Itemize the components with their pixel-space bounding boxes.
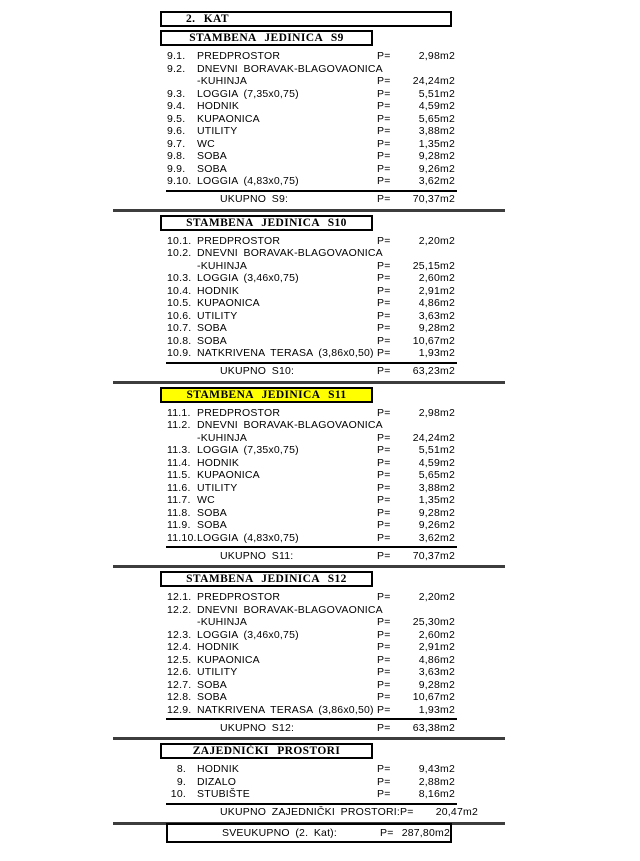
item-area-value: 24,24m2	[412, 431, 455, 444]
item-area-value: 9,26m2	[418, 162, 455, 175]
item-area-value: 4,86m2	[418, 297, 455, 309]
section-total-area-value: 70,37m2	[412, 193, 455, 205]
unit-section	[113, 30, 505, 212]
table-row	[113, 494, 455, 507]
unit-section	[113, 743, 505, 825]
item-area-value: 9,43m2	[418, 763, 455, 775]
item-area-value: 4,86m2	[418, 653, 455, 666]
section-total-area-value: 63,38m2	[412, 721, 455, 734]
section-total-area-prefix: P=	[377, 549, 391, 562]
table-row	[113, 666, 455, 679]
item-area-value: 2,88m2	[418, 775, 455, 788]
item-number: 11.1.	[167, 406, 191, 419]
table-row	[113, 75, 455, 88]
table-row	[113, 469, 455, 482]
item-number: 9.1.	[167, 50, 186, 62]
item-area-prefix: P=	[377, 531, 391, 544]
item-area-value: 9,26m2	[418, 519, 455, 531]
table-row	[113, 272, 455, 285]
item-number	[167, 432, 197, 445]
item-number: 10.3.	[167, 272, 192, 284]
section-total-label: UKUPNO S11:	[220, 549, 294, 562]
item-label: LOGGIA (4,83x0,75)	[197, 175, 299, 187]
item-area-value: 3,62m2	[418, 531, 455, 544]
item-number: 11.3.	[167, 444, 191, 456]
table-row	[113, 519, 455, 532]
table-row	[113, 457, 455, 470]
section-title: STAMBENA JEDINICA S11	[186, 388, 347, 401]
item-number: 11.7.	[167, 494, 191, 506]
item-label: -KUHINJA	[197, 259, 248, 272]
table-row	[113, 629, 455, 642]
item-area-value: 9,28m2	[418, 678, 455, 691]
item-area-prefix: P=	[377, 469, 391, 481]
item-number: 10.4.	[167, 284, 192, 297]
table-row	[113, 679, 455, 692]
item-label: -KUHINJA	[197, 431, 248, 444]
item-label: SOBA	[197, 322, 227, 334]
item-area-value: 5,65m2	[418, 112, 455, 125]
item-label: SOBA	[197, 691, 227, 703]
table-row	[113, 113, 455, 126]
section-total-area-prefix: P=	[377, 721, 391, 734]
item-label: HODNIK	[197, 100, 240, 112]
item-number: 12.2.	[167, 603, 192, 616]
item-label: PREDPROSTOR	[197, 50, 281, 62]
section-total-area-value: 70,37m2	[412, 549, 455, 562]
item-number: 8.	[176, 763, 186, 775]
item-number: 12.4.	[167, 641, 192, 653]
table-row	[113, 788, 455, 801]
section-rows	[113, 591, 505, 716]
section-total-label: UKUPNO ZAJEDNIČKI PROSTORI:	[220, 806, 400, 818]
table-row	[113, 310, 455, 323]
table-row	[113, 347, 455, 360]
item-area-prefix: P=	[377, 406, 391, 419]
item-label: -KUHINJA	[197, 75, 248, 87]
item-area-value: 2,91m2	[418, 641, 455, 653]
item-number: 9.3.	[167, 87, 186, 100]
item-area-prefix: P=	[377, 616, 391, 628]
item-area-value: 9,28m2	[418, 150, 455, 162]
table-row	[113, 150, 455, 163]
section-total-row	[113, 720, 455, 735]
item-area-prefix: P=	[377, 666, 391, 678]
item-area-value: 2,60m2	[418, 272, 455, 284]
item-number: 10.9.	[167, 347, 192, 359]
item-area-value: 4,59m2	[418, 100, 455, 112]
item-number: 10.8.	[167, 334, 192, 347]
section-title: STAMBENA JEDINICA S9	[189, 32, 344, 44]
item-label: DNEVNI BORAVAK-BLAGOVAONICA	[197, 603, 383, 616]
table-row	[113, 138, 455, 151]
item-area-value: 8,16m2	[418, 788, 455, 800]
table-row	[113, 532, 455, 545]
item-area-prefix: P=	[377, 628, 391, 641]
item-area-value: 25,15m2	[412, 259, 455, 272]
item-label: PREDPROSTOR	[197, 234, 281, 247]
item-area-prefix: P=	[377, 678, 391, 691]
item-area-prefix: P=	[377, 506, 391, 519]
item-area-prefix: P=	[377, 703, 391, 716]
table-row	[113, 175, 455, 188]
item-number: 9.9.	[167, 162, 186, 175]
table-row	[113, 285, 455, 298]
item-label: UTILITY	[197, 481, 238, 494]
item-label: HODNIK	[197, 456, 240, 469]
item-number: 9.5.	[167, 112, 186, 125]
item-area-prefix: P=	[377, 112, 391, 125]
section-divider-rule	[113, 209, 505, 212]
section-total-area-prefix: P=	[399, 806, 414, 818]
item-area-prefix: P=	[377, 50, 391, 62]
item-label: HODNIK	[197, 641, 240, 653]
section-total-row	[113, 364, 455, 379]
item-area-prefix: P=	[377, 653, 391, 666]
section-total-area-value: 63,23m2	[412, 365, 455, 377]
section-title-box	[160, 215, 373, 231]
item-area-prefix: P=	[377, 125, 391, 137]
item-label: LOGGIA (7,35x0,75)	[197, 444, 299, 456]
item-number: 9.	[176, 775, 186, 788]
item-number: 11.5.	[167, 469, 191, 481]
item-label: KUPAONICA	[197, 653, 260, 666]
area-schedule-table	[113, 11, 505, 843]
item-label: UTILITY	[197, 666, 238, 678]
table-row	[113, 163, 455, 176]
item-area-prefix	[383, 247, 397, 260]
item-label: SOBA	[197, 334, 227, 347]
item-label: UTILITY	[197, 125, 238, 137]
item-area-prefix	[383, 419, 397, 432]
section-divider-rule	[113, 737, 505, 740]
item-area-prefix	[383, 604, 397, 617]
item-number: 12.5.	[167, 653, 192, 666]
grand-total-box	[166, 823, 452, 843]
table-row	[113, 335, 455, 348]
item-number: 11.9.	[167, 519, 191, 531]
item-area-prefix: P=	[377, 75, 391, 87]
table-row	[113, 247, 455, 260]
item-label: HODNIK	[197, 763, 240, 775]
section-total-row	[113, 548, 455, 563]
item-area-value: 10,67m2	[412, 691, 455, 703]
section-rows	[113, 763, 505, 801]
item-area-prefix: P=	[377, 519, 391, 531]
item-area-value: 1,35m2	[418, 137, 455, 150]
item-label: DNEVNI BORAVAK-BLAGOVAONICA	[197, 419, 383, 431]
table-row	[113, 507, 455, 520]
item-area-value: 3,63m2	[418, 666, 455, 678]
section-total-row	[113, 192, 455, 207]
table-row	[113, 763, 455, 776]
item-number: 10.5.	[167, 297, 192, 309]
item-area-prefix	[383, 63, 397, 76]
table-row	[113, 704, 455, 717]
item-label: -KUHINJA	[197, 616, 248, 628]
item-label: STUBIŠTE	[197, 788, 250, 800]
item-label: WC	[197, 494, 215, 506]
item-label: DIZALO	[197, 775, 237, 788]
item-area-value: 3,63m2	[418, 309, 455, 322]
item-area-prefix: P=	[377, 641, 391, 653]
item-number: 9.6.	[167, 125, 186, 137]
section-divider-rule	[113, 381, 505, 384]
item-label: UTILITY	[197, 309, 238, 322]
item-area-value: 1,93m2	[418, 703, 455, 716]
section-total-label: UKUPNO S10:	[220, 365, 295, 377]
floor-title: 2. KAT	[186, 13, 229, 25]
item-number: 11.6.	[167, 481, 191, 494]
item-number: 10.	[170, 788, 186, 800]
table-row	[113, 297, 455, 310]
item-label: SOBA	[197, 150, 227, 162]
item-area-value: 3,88m2	[418, 125, 455, 137]
item-label: KUPAONICA	[197, 469, 260, 481]
item-number: 9.8.	[167, 150, 186, 162]
floor-header-box	[160, 11, 452, 27]
item-area-value	[397, 63, 461, 76]
item-area-value: 24,24m2	[412, 75, 455, 87]
item-area-prefix: P=	[377, 297, 391, 309]
section-title-box	[160, 30, 373, 46]
item-label: PREDPROSTOR	[197, 406, 281, 419]
item-area-prefix: P=	[377, 309, 391, 322]
item-label: LOGGIA (7,35x0,75)	[197, 87, 299, 100]
table-row	[113, 776, 455, 789]
table-row	[113, 322, 455, 335]
item-number: 9.7.	[167, 137, 186, 150]
item-number: 11.4.	[167, 456, 191, 469]
item-area-prefix: P=	[377, 234, 391, 247]
section-title: STAMBENA JEDINICA S10	[186, 216, 347, 229]
section-title: ZAJEDNIČKI PROSTORI	[192, 745, 341, 757]
section-total-area-prefix: P=	[377, 193, 391, 205]
item-area-value: 5,65m2	[418, 469, 455, 481]
item-area-prefix: P=	[377, 150, 391, 162]
table-row	[113, 260, 455, 273]
item-label: SOBA	[197, 506, 227, 519]
item-label: HODNIK	[197, 284, 240, 297]
item-area-prefix: P=	[377, 272, 391, 284]
grand-total-area-prefix: P=	[380, 826, 394, 839]
item-area-value: 2,98m2	[418, 50, 455, 62]
table-row	[113, 482, 455, 495]
item-number	[167, 75, 197, 88]
item-area-value: 1,93m2	[418, 347, 455, 359]
item-number: 10.2.	[167, 247, 192, 259]
item-area-prefix: P=	[377, 259, 391, 272]
table-row	[113, 591, 455, 604]
item-number: 12.6.	[167, 666, 192, 678]
item-number: 12.9.	[167, 703, 192, 716]
item-area-prefix: P=	[377, 763, 391, 775]
item-area-value: 4,59m2	[418, 456, 455, 469]
item-label: WC	[197, 137, 215, 150]
section-rows	[113, 50, 505, 188]
item-area-value: 9,28m2	[418, 322, 455, 334]
table-row	[113, 641, 455, 654]
item-label: SOBA	[197, 162, 227, 175]
table-row	[113, 419, 455, 432]
item-area-value: 2,20m2	[418, 234, 455, 247]
item-area-value: 5,51m2	[418, 444, 455, 456]
item-number: 10.1.	[167, 234, 192, 247]
item-label: LOGGIA (4,83x0,75)	[197, 531, 299, 544]
unit-section	[113, 215, 505, 384]
item-area-value	[397, 604, 461, 617]
table-row	[113, 100, 455, 113]
item-label: KUPAONICA	[197, 112, 260, 125]
item-area-prefix: P=	[377, 591, 391, 603]
item-area-value	[397, 419, 461, 432]
item-area-value: 3,88m2	[418, 481, 455, 494]
item-area-value: 2,91m2	[418, 284, 455, 297]
item-area-prefix: P=	[377, 494, 391, 506]
item-number: 11.2.	[167, 419, 191, 431]
item-area-prefix: P=	[377, 100, 391, 112]
table-row	[113, 50, 455, 63]
item-area-prefix: P=	[377, 162, 391, 175]
item-area-value: 9,28m2	[418, 506, 455, 519]
item-number: 10.6.	[167, 309, 192, 322]
item-label: SOBA	[197, 678, 227, 691]
item-number: 10.7.	[167, 322, 192, 334]
item-label: NATKRIVENA TERASA (3,86x0,50)	[197, 703, 374, 716]
table-row	[113, 235, 455, 248]
section-total-area-value: 20,47m2	[435, 806, 478, 818]
section-title-box	[160, 571, 373, 587]
item-area-value	[397, 247, 461, 260]
item-label: NATKRIVENA TERASA (3,86x0,50)	[197, 347, 374, 359]
table-row	[113, 88, 455, 101]
item-number: 9.10.	[167, 175, 192, 187]
item-area-value: 25,30m2	[412, 616, 455, 628]
item-area-value: 2,60m2	[418, 628, 455, 641]
grand-total-label: SVEUKUPNO (2. Kat):	[222, 826, 337, 839]
item-area-prefix: P=	[377, 431, 391, 444]
item-area-value: 5,51m2	[418, 87, 455, 100]
item-number: 12.1.	[167, 591, 192, 603]
unit-section	[113, 387, 505, 569]
table-row	[113, 604, 455, 617]
section-total-area-prefix: P=	[377, 365, 391, 377]
item-number: 12.8.	[167, 691, 192, 703]
section-title-box	[160, 743, 373, 759]
item-label: SOBA	[197, 519, 227, 531]
item-area-prefix: P=	[377, 322, 391, 334]
table-row	[113, 444, 455, 457]
item-area-value: 1,35m2	[418, 494, 455, 506]
section-total-row	[113, 805, 478, 820]
table-row	[113, 63, 455, 76]
table-row	[113, 432, 455, 445]
table-row	[113, 616, 455, 629]
table-row	[113, 125, 455, 138]
item-area-prefix: P=	[377, 444, 391, 456]
item-area-prefix: P=	[377, 691, 391, 703]
item-label: DNEVNI BORAVAK-BLAGOVAONICA	[197, 62, 383, 75]
section-title: STAMBENA JEDINICA S12	[186, 573, 347, 585]
item-area-prefix: P=	[377, 284, 391, 297]
item-area-prefix: P=	[377, 334, 391, 347]
item-label: LOGGIA (3,46x0,75)	[197, 628, 299, 641]
item-number: 11.8.	[167, 506, 191, 519]
item-number	[167, 260, 197, 273]
item-number: 12.3.	[167, 628, 192, 641]
table-row	[113, 654, 455, 667]
section-rows	[113, 235, 505, 360]
item-area-prefix: P=	[377, 481, 391, 494]
item-area-prefix: P=	[377, 456, 391, 469]
item-label: KUPAONICA	[197, 297, 260, 309]
item-label: PREDPROSTOR	[197, 591, 281, 603]
table-row	[113, 407, 455, 420]
item-area-prefix: P=	[377, 137, 391, 150]
item-label: LOGGIA (3,46x0,75)	[197, 272, 299, 284]
item-area-prefix: P=	[377, 347, 391, 359]
item-label: DNEVNI BORAVAK-BLAGOVAONICA	[197, 247, 383, 259]
item-area-prefix: P=	[377, 175, 391, 187]
item-number: 9.2.	[167, 62, 186, 75]
unit-section	[113, 571, 505, 740]
section-divider-rule	[113, 565, 505, 568]
item-area-prefix: P=	[377, 775, 391, 788]
item-area-value: 2,20m2	[418, 591, 455, 603]
section-total-label: UKUPNO S12:	[220, 721, 295, 734]
item-number: 9.4.	[167, 100, 186, 112]
section-total-label: UKUPNO S9:	[220, 193, 289, 205]
item-number: 12.7.	[167, 678, 192, 691]
item-number	[167, 616, 197, 629]
table-row	[113, 691, 455, 704]
item-area-prefix: P=	[377, 87, 391, 100]
section-rows	[113, 407, 505, 545]
item-area-value: 10,67m2	[412, 334, 455, 347]
item-area-value: 2,98m2	[418, 406, 455, 419]
sections-container	[113, 30, 505, 825]
item-area-prefix: P=	[377, 788, 391, 800]
grand-total-area-value: 287,80m2	[401, 826, 450, 839]
section-title-box	[160, 387, 373, 403]
item-number: 11.10.	[167, 531, 197, 544]
item-area-value: 3,62m2	[418, 175, 455, 187]
